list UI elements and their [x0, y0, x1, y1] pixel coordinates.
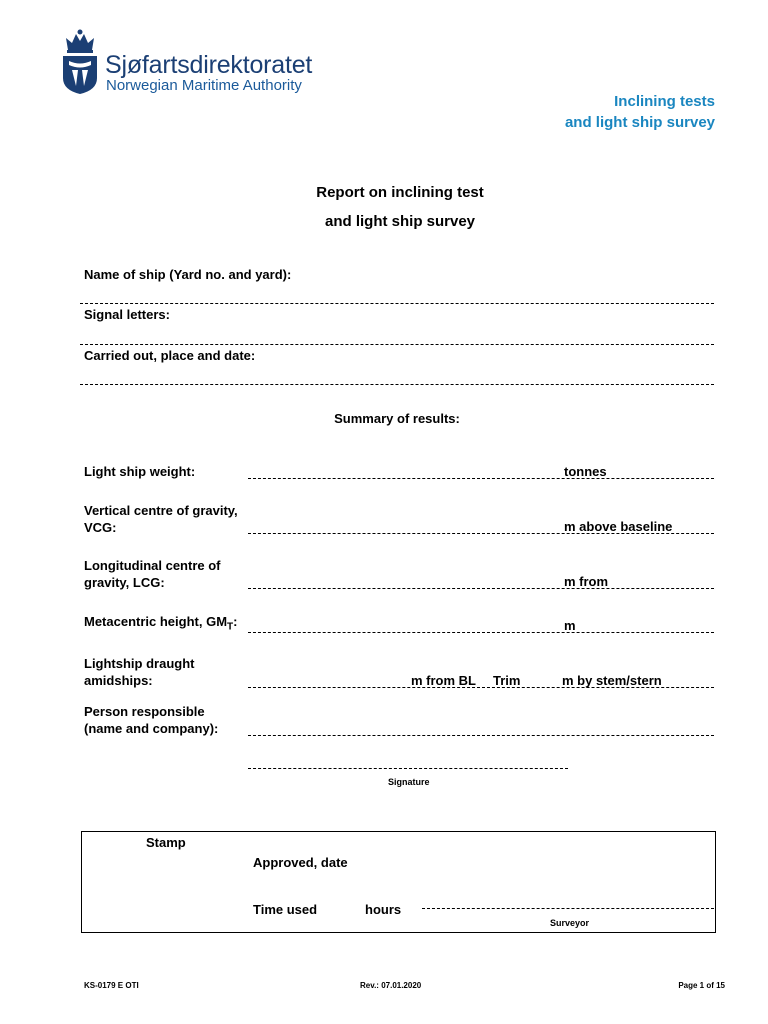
vcg-label-line1: Vertical centre of gravity, [84, 503, 238, 518]
carried-out-label: Carried out, place and date: [84, 348, 256, 363]
lcg-field[interactable] [248, 588, 714, 589]
surveyor-caption: Surveyor [550, 918, 590, 928]
logo [60, 28, 100, 94]
gm-label-colon: : [233, 614, 238, 629]
person-label [84, 703, 218, 737]
gm-label-sub: T [227, 621, 234, 633]
name-of-ship-field[interactable] [80, 303, 714, 304]
summary-title: Summary of results: [334, 411, 460, 426]
name-of-ship-label: Name of ship (Yard no. and yard): [84, 267, 292, 282]
header-title [565, 91, 715, 133]
org-subtitle: Norwegian Maritime Authority [106, 77, 302, 94]
report-title-line1: Report on inclining test [316, 184, 484, 201]
light-ship-weight-field[interactable] [248, 478, 714, 479]
hours-label: hours [365, 902, 402, 917]
stamp-label: Stamp [146, 835, 186, 850]
surveyor-field[interactable] [422, 908, 714, 909]
draught-trim: Trim [493, 673, 521, 688]
gm-unit: m [564, 618, 576, 633]
gm-field[interactable] [248, 632, 714, 633]
signature-caption: Signature [388, 777, 430, 787]
person-label-line1: Person responsible [84, 704, 205, 719]
draught-label-line2: amidships: [84, 673, 153, 688]
lcg-label-line2: gravity, LCG: [84, 575, 165, 590]
lcg-label [84, 557, 221, 591]
org-name: Sjøfartsdirektoratet [105, 51, 313, 79]
signal-letters-label: Signal letters: [84, 307, 170, 322]
report-title-line2: and light ship survey [324, 213, 476, 230]
person-label-line2: (name and company): [84, 721, 219, 736]
approved-date-label: Approved, date [253, 855, 348, 870]
header-title-line1: Inclining tests [614, 93, 715, 110]
crown-shield-icon [60, 28, 100, 94]
header-title-line2: and light ship survey [564, 114, 715, 131]
carried-out-field[interactable] [80, 384, 714, 385]
draught-unit-bl: m from BL [411, 673, 476, 688]
signature-field[interactable] [248, 768, 568, 769]
light-ship-weight-unit: tonnes [564, 464, 607, 479]
vcg-unit: m above baseline [564, 519, 673, 534]
lcg-label-line1: Longitudinal centre of [84, 558, 221, 573]
time-used-label: Time used [253, 902, 318, 917]
footer-page: Page 1 of 15 [678, 981, 725, 990]
light-ship-weight-label: Light ship weight: [84, 464, 196, 479]
draught-label-line1: Lightship draught [84, 656, 195, 671]
footer-code: KS-0179 E OTI [84, 981, 139, 990]
draught-unit-stem: m by stem/stern [562, 673, 662, 688]
draught-label [84, 655, 194, 689]
signal-letters-field[interactable] [80, 344, 714, 345]
gm-label-text: Metacentric height, GM [84, 614, 228, 629]
vcg-label [84, 502, 238, 536]
person-field[interactable] [248, 735, 714, 736]
gm-label [84, 613, 237, 636]
lcg-unit: m from [564, 574, 609, 589]
vcg-label-line2: VCG: [84, 520, 117, 535]
footer-rev: Rev.: 07.01.2020 [360, 981, 422, 990]
